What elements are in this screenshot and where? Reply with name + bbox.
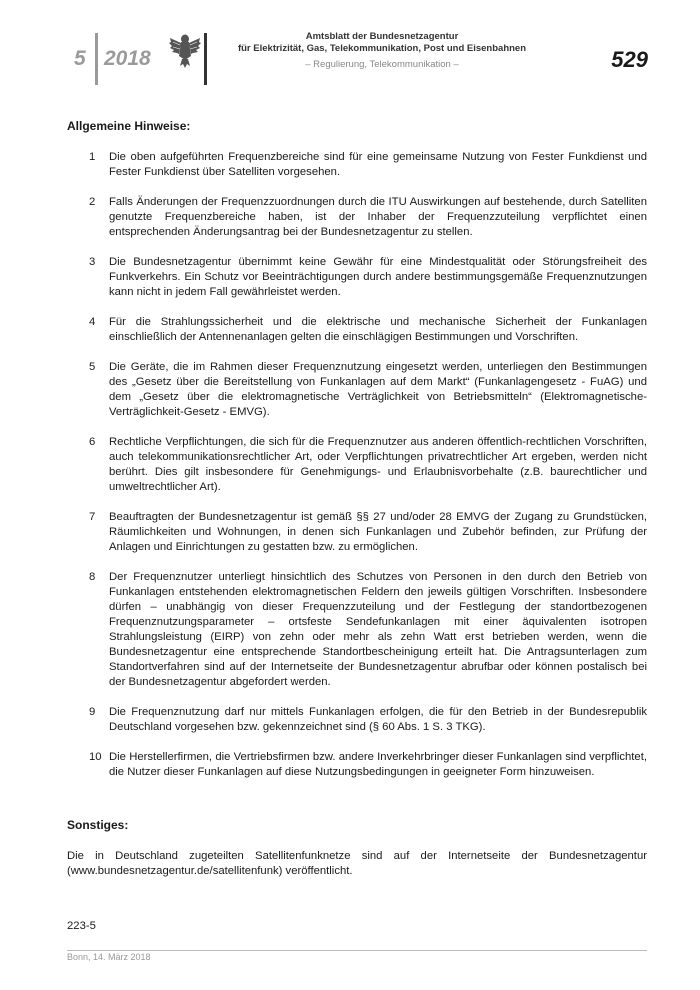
gazette-title xyxy=(222,31,542,55)
list-item-number: 5 xyxy=(89,361,96,373)
header-divider-dark xyxy=(204,33,207,85)
list-item-text: Die oben aufgeführten Frequenzbereiche sind für eine gemeinsame Nutzung von Fester Funkdienst und Fester Funkdienst über Satelliten vorgesehen. xyxy=(109,151,647,178)
list-item-text: Die Geräte, die im Rahmen dieser Frequenznutzung eingesetzt werden, unterliegen den Bestimmungen des „Gesetz über die Bereitstellung von Funkanlagen auf dem Markt“ (Funkanlagengesetz - FuAG) und dem „Gesetz über die elektromagnetische Verträglichkeit von Betriebsmitteln“ (Elektromagnetische-Verträglichkeit-Gesetz - EMVG). xyxy=(109,361,647,418)
list-item-number: 8 xyxy=(89,571,96,583)
list-item-text: Rechtliche Verpflichtungen, die sich für die Frequenznutzer aus anderen öffentlich-rechtlichen Vorschriften, auch telekommunikationsrechtlicher Art, oder Verpflichtungen privatrechtlicher Art ergeben, werden nicht berührt. Dies gilt insbesondere für Genehmigungs- und Erlaubnisvorbehalte (z.B. baurechtlicher und umweltrechtlicher Art). xyxy=(109,436,647,493)
other-text: Die in Deutschland zugeteilten Satellitenfunknetze sind auf der Internetseite der Bundesnetzagentur (www.bundesnetzagentur.de/satellitenfunk) veröffentlicht. xyxy=(67,850,647,877)
list-item xyxy=(67,705,647,735)
list-item xyxy=(67,195,647,240)
list-item-text: Die Herstellerfirmen, die Vertriebsfirmen bzw. andere Inverkehrbringer dieser Funkanlagen sind verpflichtet, die Nutzer dieser Funkanlagen auf diese Nutzungsbedingungen in geeigneter Form hinzuweisen. xyxy=(109,751,647,778)
list-item xyxy=(67,510,647,555)
list-item-number: 9 xyxy=(89,706,96,718)
list-item-number: 1 xyxy=(89,151,96,163)
list-item-text: Beauftragten der Bundesnetzagentur ist gemäß §§ 27 und/oder 28 EMVG der Zugang zu Grundstücken, Räumlichkeiten und Wohnungen, in denen sich Funkanlagen und Zubehör befinden, zur Prüfung der Anlagen und Einrichtungen zu gestatten bzw. zu ermöglichen. xyxy=(109,511,647,553)
other-heading: Sonstiges: xyxy=(67,818,129,832)
gazette-title-line2: für Elektrizität, Gas, Telekommunikation, Post und Eisenbahnen xyxy=(237,43,527,54)
federal-eagle-icon xyxy=(168,30,202,70)
list-item xyxy=(67,255,647,300)
reference-code: 223-5 xyxy=(67,920,96,932)
list-item xyxy=(67,750,647,780)
list-item-number: 6 xyxy=(89,436,96,448)
footer-place-date: Bonn, 14. März 2018 xyxy=(67,952,151,962)
list-item-text: Für die Strahlungssicherheit und die elektrische und mechanische Sicherheit der Funkanlagen einschließlich der Antennenanlagen gelten die einschlägigen Bestimmungen und Vorschriften. xyxy=(109,316,647,343)
list-item-number: 10 xyxy=(89,751,102,763)
list-item-text: Falls Änderungen der Frequenzzuordnungen durch die ITU Auswirkungen auf bestehende, durch Satelliten genutzte Frequenzbereiche haben, ist der Inhaber der Frequenzzuteilung verpflichtet einen entsprechenden Änderungsantrag bei der Bundesnetzagentur zu stellen. xyxy=(109,196,647,238)
list-item-number: 4 xyxy=(89,316,96,328)
list-item-number: 7 xyxy=(89,511,96,523)
issue-year: 2018 xyxy=(104,47,151,70)
gazette-title-line1: Amtsblatt der Bundesnetzagentur xyxy=(305,31,459,42)
general-notes-heading: Allgemeine Hinweise: xyxy=(67,119,191,133)
list-item-text: Die Frequenznutzung darf nur mittels Funkanlagen erfolgen, die für den Betrieb in der Bundesrepublik Deutschland vorgesehen bzw. gekennzeichnet sind (§ 60 Abs. 1 S. 3 TKG). xyxy=(109,706,647,733)
list-item xyxy=(67,435,647,495)
list-item-number: 2 xyxy=(89,196,96,208)
footer-divider xyxy=(67,950,647,951)
list-item xyxy=(67,570,647,690)
header-divider xyxy=(95,33,98,85)
list-item xyxy=(67,315,647,345)
page-number: 529 xyxy=(611,47,648,72)
page-header xyxy=(0,0,700,90)
list-item xyxy=(67,360,647,420)
list-item-text: Der Frequenznutzer unterliegt hinsichtlich des Schutzes von Personen in den durch den Betrieb von Funkanlagen entstehenden elektromagnetischen Feldern den jeweils gültigen Vorschriften. Insbesondere dürfen – unabhängig von dieser Frequenzzuteilung und der Festlegung der standortbezogenen Frequenznutzungsparameter – ortsfeste Sendefunkanlagen mit einer äquivalenten isotropen Strahlungsleistung (EIRP) von zehn oder mehr als zehn Watt erst betrieben werden, wenn die Bundesnetzagentur eine entsprechende Standortbescheinigung erteilt hat. Die Antragsunterlagen zum Standortverfahren sind auf der Internetseite der Bundesnetzagentur abrufbar oder können postalisch bei der Bundesnetzagentur abgefordert werden. xyxy=(109,571,647,688)
issue-number: 5 xyxy=(74,47,86,70)
gazette-subtitle: – Regulierung, Telekommunikation – xyxy=(305,59,459,70)
page-content xyxy=(67,119,647,934)
list-item xyxy=(67,150,647,180)
general-notes-list xyxy=(67,150,647,780)
list-item-number: 3 xyxy=(89,256,96,268)
list-item-text: Die Bundesnetzagentur übernimmt keine Gewähr für eine Mindestqualität oder Störungsfreiheit des Funkverkehrs. Ein Schutz vor Beeinträchtigungen durch andere bestimmungsgemäße Frequenznutzungen kann nicht in jedem Fall gewährleistet werden. xyxy=(109,256,647,298)
